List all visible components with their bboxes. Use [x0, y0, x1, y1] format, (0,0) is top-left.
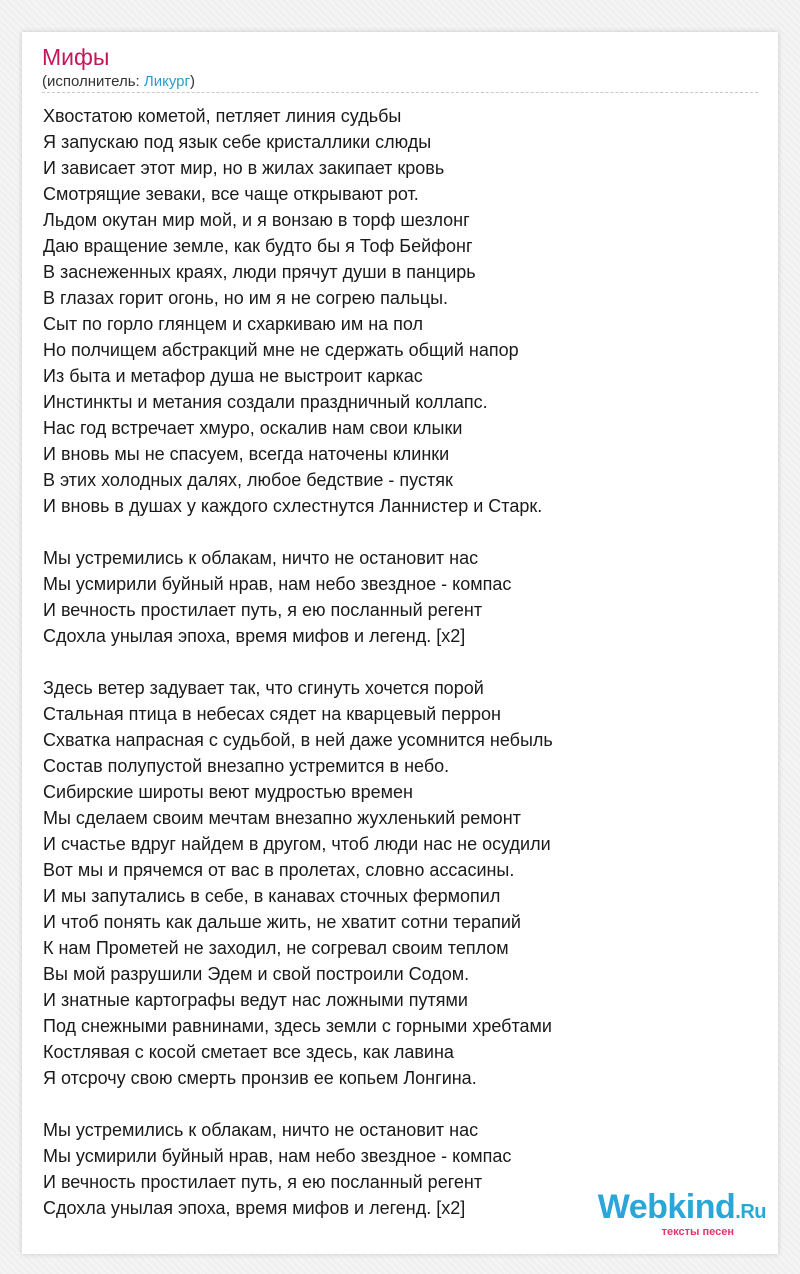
lyrics-stanza	[43, 545, 553, 649]
artist-link[interactable]: Ликург	[143, 73, 190, 90]
lyrics-line: Даю вращение земле, как будто бы я Тоф Бейфонг	[43, 236, 473, 256]
lyrics-line: Костлявая с косой сметает все здесь, как лавина	[43, 1042, 454, 1062]
lyrics-line: Льдом окутан мир мой, и я вонзаю в торф шезлонг	[43, 210, 470, 230]
lyrics-line: И знатные картографы ведут нас ложными путями	[43, 990, 468, 1010]
lyrics-line: Схватка напрасная с судьбой, в ней даже усомнится небыль	[43, 730, 553, 750]
lyrics-line: И зависает этот мир, но в жилах закипает кровь	[43, 158, 445, 178]
lyrics-line: Мы усмирили буйный нрав, нам небо звездное - компас	[43, 574, 512, 594]
lyrics-stanza	[43, 1117, 553, 1221]
lyrics-line: Сдохла унылая эпоха, время мифов и легенд. [x2]	[43, 1198, 466, 1218]
lyrics-line: Инстинкты и метания создали праздничный коллапс.	[43, 392, 488, 412]
lyrics-line: И вечность простилает путь, я ею посланный регент	[43, 1172, 483, 1192]
title-divider	[42, 92, 758, 93]
lyrics-line: Сдохла унылая эпоха, время мифов и легенд. [x2]	[43, 626, 466, 646]
lyrics-line: И чтоб понять как дальше жить, не хватит сотни терапий	[43, 912, 521, 932]
lyrics-line: Мы устремились к облакам, ничто не остановит нас	[43, 548, 479, 568]
artist-prefix: (исполнитель:	[42, 73, 144, 90]
lyrics-line: Здесь ветер задувает так, что сгинуть хочется порой	[43, 678, 484, 698]
lyrics-line: Я отсрочу свою смерть пронзив ее копьем Лонгина.	[43, 1068, 477, 1088]
artist-suffix: )	[189, 73, 195, 90]
song-title: Мифы	[42, 44, 110, 70]
lyrics-line: Сибирские широты веют мудростью времен	[43, 782, 413, 802]
lyrics-line: Вот мы и прячемся от вас в пролетах, словно ассасины.	[43, 860, 515, 880]
lyrics-line: И вновь мы не спасуем, всегда наточены клинки	[43, 444, 450, 464]
lyrics-text	[43, 103, 553, 1221]
lyrics-line: Мы сделаем своим мечтам внезапно жухленький ремонт	[43, 808, 521, 828]
artist-line	[42, 72, 195, 92]
lyrics-line: В заснеженных краях, люди прячут души в панцирь	[43, 262, 476, 282]
lyrics-line: Мы усмирили буйный нрав, нам небо звездное - компас	[43, 1146, 512, 1166]
lyrics-line: Смотрящие зеваки, все чаще открывают рот.	[43, 184, 419, 204]
logo-tagline: тексты песен	[661, 1226, 734, 1238]
lyrics-line: И счастье вдруг найдем в другом, чтоб люди нас не осудили	[43, 834, 551, 854]
lyrics-line: Я запускаю под язык себе кристаллики слюды	[43, 132, 432, 152]
lyrics-line: Хвостатою кометой, петляет линия судьбы	[43, 106, 402, 126]
logo-tld: .Ru	[735, 1201, 766, 1223]
lyrics-line: И вечность простилает путь, я ею посланный регент	[43, 600, 483, 620]
site-logo	[598, 1190, 766, 1238]
lyrics-line: Из быта и метафор душа не выстроит каркас	[43, 366, 423, 386]
lyrics-line: Под снежными равнинами, здесь земли с горными хребтами	[43, 1016, 552, 1036]
lyrics-line: Стальная птица в небесах сядет на кварцевый перрон	[43, 704, 501, 724]
lyrics-line: К нам Прометей не заходил, не согревал своим теплом	[43, 938, 509, 958]
lyrics-line: Но полчищем абстракций мне не сдержать общий напор	[43, 340, 519, 360]
logo-brand: Webkind	[597, 1188, 736, 1226]
lyrics-line: В глазах горит огонь, но им я не согрею пальцы.	[43, 288, 449, 308]
lyrics-line: Вы мой разрушили Эдем и свой построили Содом.	[43, 964, 470, 984]
lyrics-line: В этих холодных далях, любое бедствие - пустяк	[43, 470, 453, 490]
lyrics-stanza	[43, 675, 553, 1091]
lyrics-line: Сыт по горло глянцем и схаркиваю им на пол	[43, 314, 424, 334]
lyrics-line: И мы запутались в себе, в канавах сточных фермопил	[43, 886, 501, 906]
lyrics-line: Состав полупустой внезапно устремится в небо.	[43, 756, 450, 776]
lyrics-stanza	[43, 103, 553, 519]
lyrics-card	[22, 32, 778, 1254]
lyrics-line: Мы устремились к облакам, ничто не остановит нас	[43, 1120, 479, 1140]
lyrics-line: И вновь в душах у каждого схлестнутся Ланнистер и Старк.	[43, 496, 543, 516]
lyrics-line: Нас год встречает хмуро, оскалив нам свои клыки	[43, 418, 463, 438]
